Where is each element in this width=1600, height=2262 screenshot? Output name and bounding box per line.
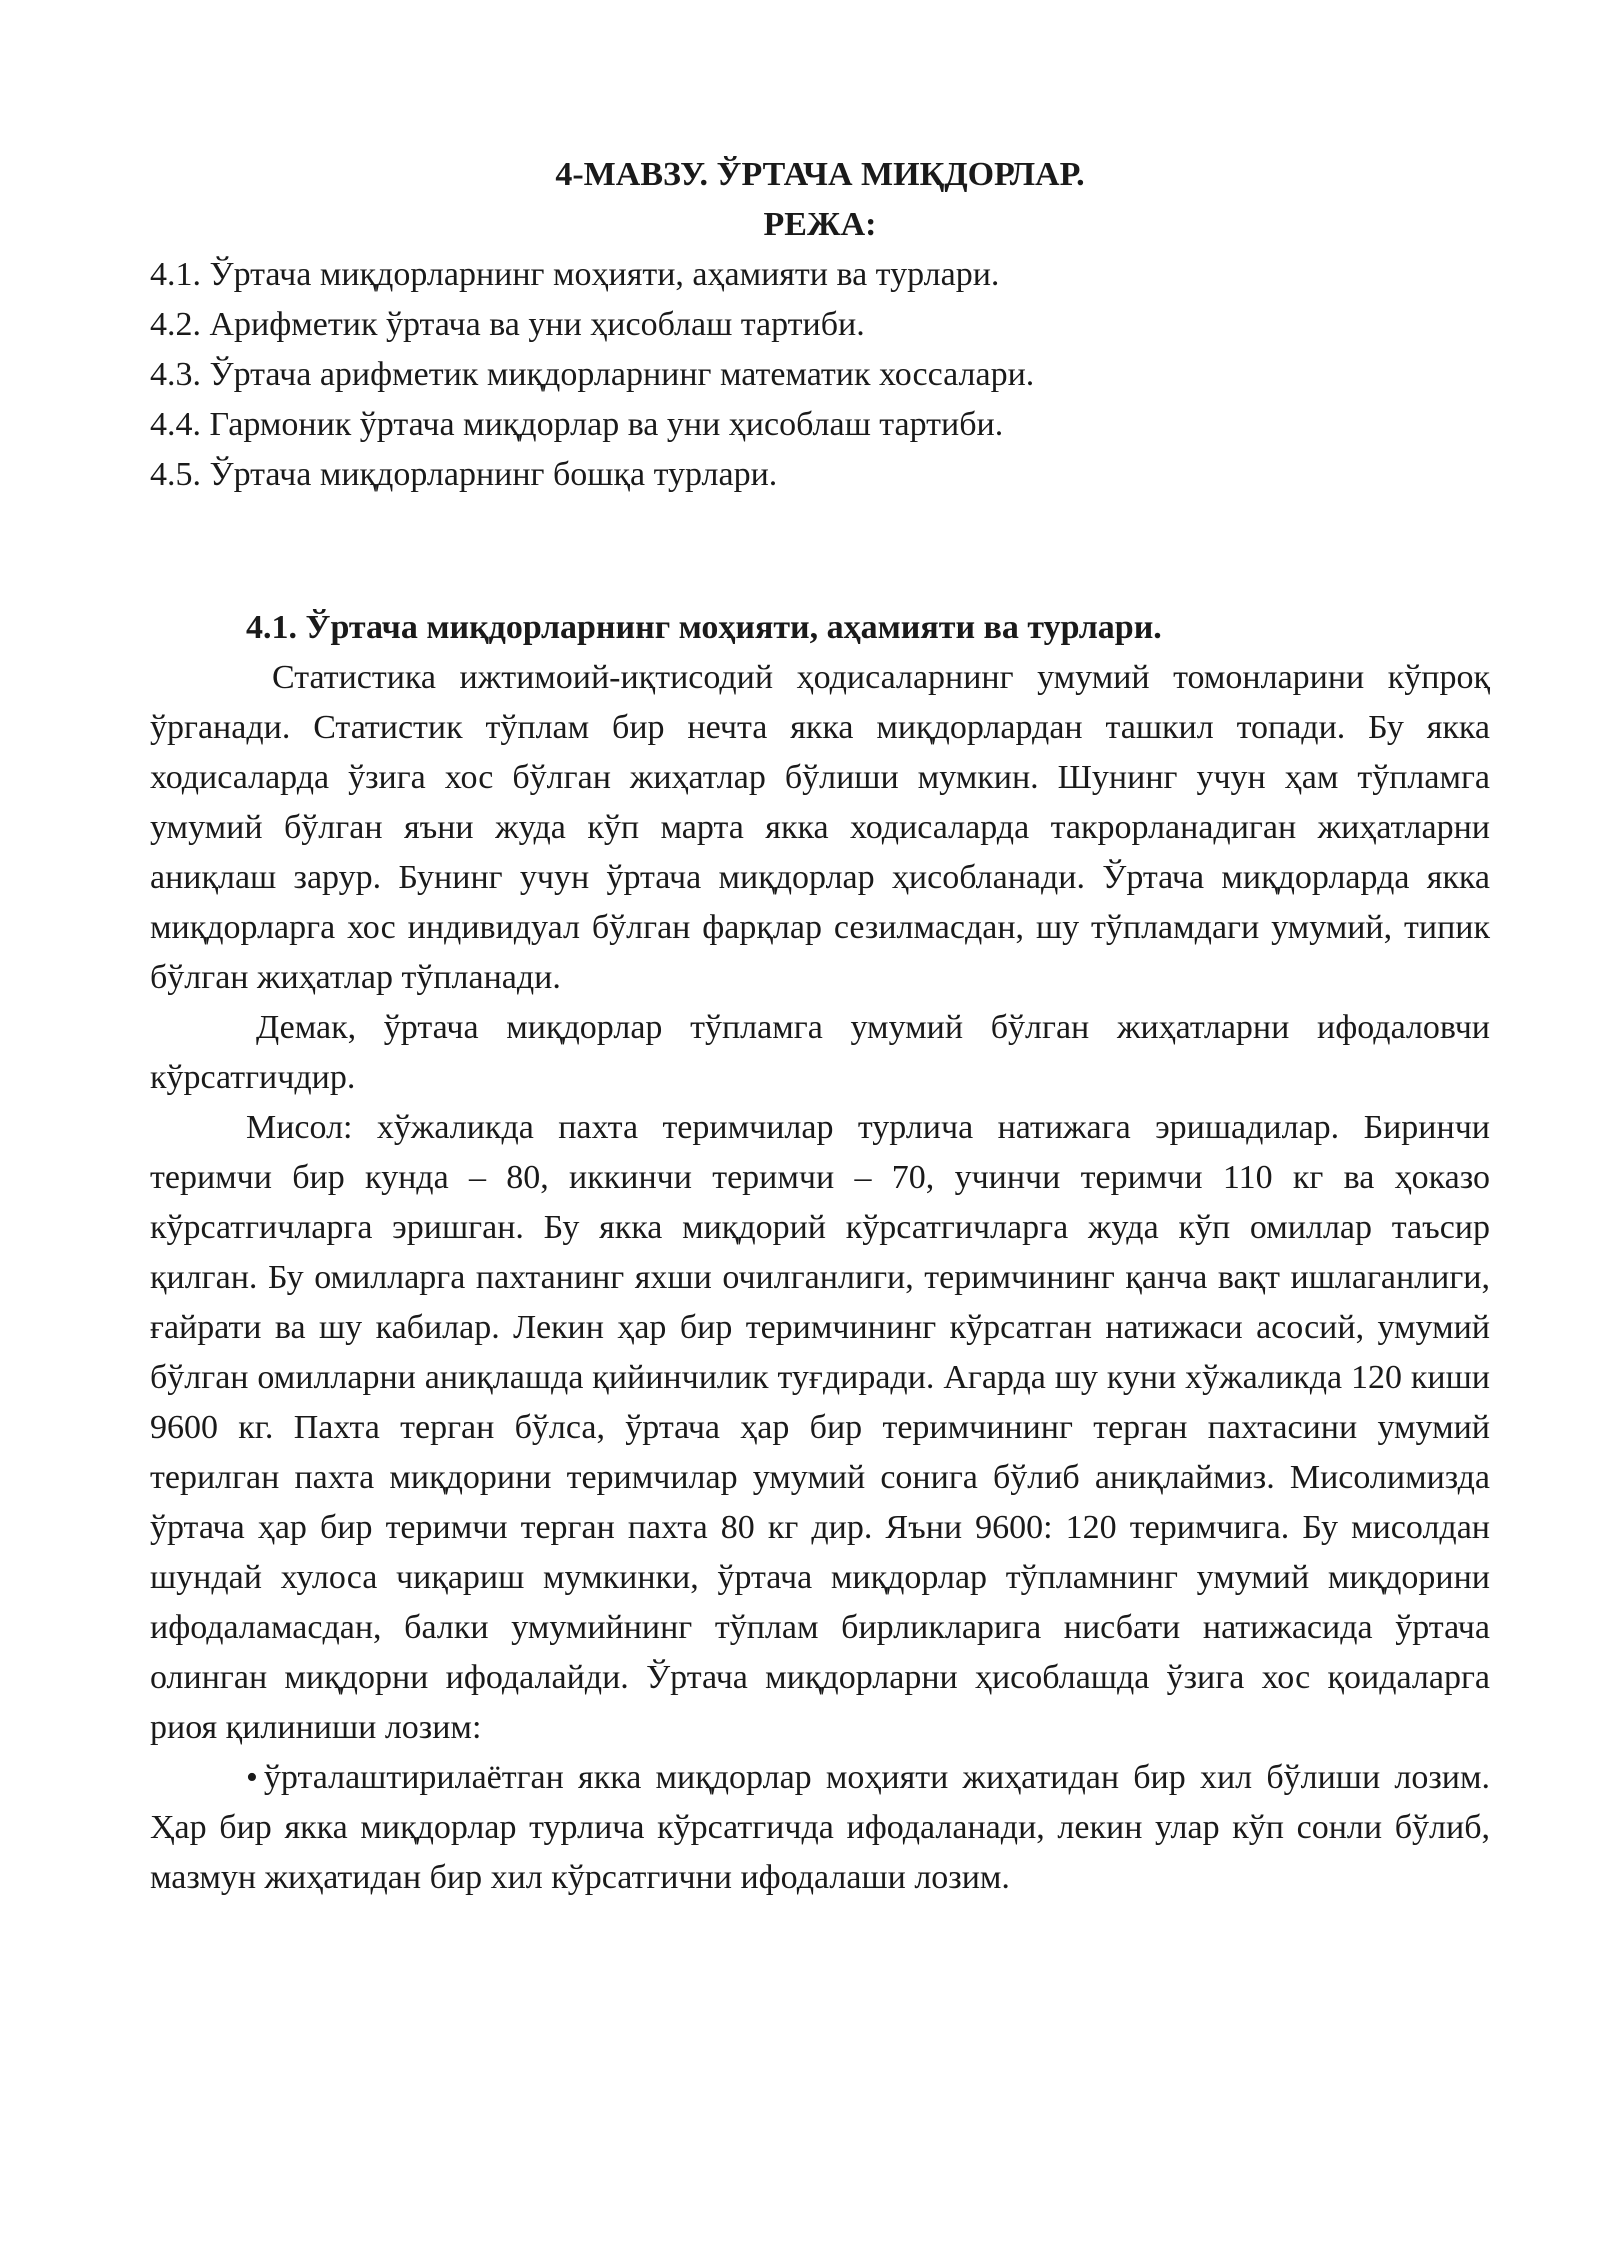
section-heading: 4.1. Ўртача миқдорларнинг моҳияти, аҳамияти ва турлари. (246, 609, 1162, 646)
bullet-item (150, 1753, 1490, 1903)
plan-item: 4.3. Ўртача арифметик миқдорларнинг математик хоссалари. (150, 356, 1035, 393)
page-title: 4-МАВЗУ. ЎРТАЧА МИҚДОРЛАР. (555, 156, 1085, 193)
bullet-text: ўрталаштирилаётган якка миқдорлар моҳияти жиҳатидан бир хил бўлиши лозим. Ҳар бир якка миқдорлар турлича кўрсатгичда ифодаланади, лекин улар кўп сонли бўлиб, мазмун жиҳатидан бир хил кўрсатгични ифодалаши лозим. (150, 1759, 1490, 1896)
document-page (150, 150, 1490, 1903)
plan-item: 4.4. Гармоник ўртача миқдорлар ва уни ҳисоблаш тартиби. (150, 406, 1004, 443)
plan-item: 4.5. Ўртача миқдорларнинг бошқа турлари. (150, 456, 778, 493)
bullet-icon: • (246, 1759, 258, 1796)
plan-item: 4.1. Ўртача миқдорларнинг моҳияти, аҳамияти ва турлари. (150, 256, 1000, 293)
plan-heading: РЕЖА: (763, 206, 877, 243)
body-paragraph: Статистика ижтимоий-иқтисодий ҳодисаларнинг умумий томонларини кўпроқ ўрганади. Статистик тўплам бир нечта якка миқдорлардан ташкил топади. Бу якка ходисаларда ўзига хос бўлган жиҳатлар бўлиши мумкин. Шунинг учун ҳам тўпламга умумий бўлган яъни жуда кўп марта якка ходисаларда такрорланадиган жиҳатларни аниқлаш зарур. Бунинг учун ўртача миқдорлар ҳисобланади. Ўртача миқдорларда якка миқдорларга хос индивидуал бўлган фарқлар сезилмасдан, шу тўпламдаги умумий, типик бўлган жиҳатлар тўпланади. (150, 659, 1490, 996)
body-paragraph: Мисол: хўжаликда пахта теримчилар турлича натижага эришадилар. Биринчи теримчи бир кунда – 80, иккинчи теримчи – 70, учинчи теримчи 110 кг ва ҳоказо кўрсатгичларга эришган. Бу якка миқдорий кўрсатгичларга жуда кўп омиллар таъсир қилган. Бу омилларга пахтанинг яхши очилганлиги, теримчининг қанча вақт ишлаганлиги, ғайрати ва шу кабилар. Лекин ҳар бир теримчининг кўрсатган натижаси асосий, умумий бўлган омилларни аниқлашда қийинчилик туғдиради. Агарда шу куни хўжаликда 120 киши 9600 кг. Пахта терган бўлса, ўртача ҳар бир теримчининг терган пахтасини умумий терилган пахта миқдорини теримчилар умумий сонига бўлиб аниқлаймиз. Мисолимизда ўртача ҳар бир теримчи терган пахта 80 кг дир. Яъни 9600: 120 теримчига. Бу мисолдан шундай хулоса чиқариш мумкинки, ўртача миқдорлар тўпламнинг умумий миқдорини ифодаламасдан, балки умумийнинг тўплам бирликларига нисбати натижасида ўртача олинган миқдорни ифодалайди. Ўртача миқдорларни ҳисоблашда ўзига хос қоидаларга риоя қилиниши лозим: (150, 1109, 1490, 1746)
plan-list (150, 250, 1490, 500)
plan-item: 4.2. Арифметик ўртача ва уни ҳисоблаш тартиби. (150, 306, 865, 343)
body-paragraph: Демак, ўртача миқдорлар тўпламга умумий бўлган жиҳатларни ифодаловчи кўрсатгичдир. (150, 1009, 1490, 1096)
